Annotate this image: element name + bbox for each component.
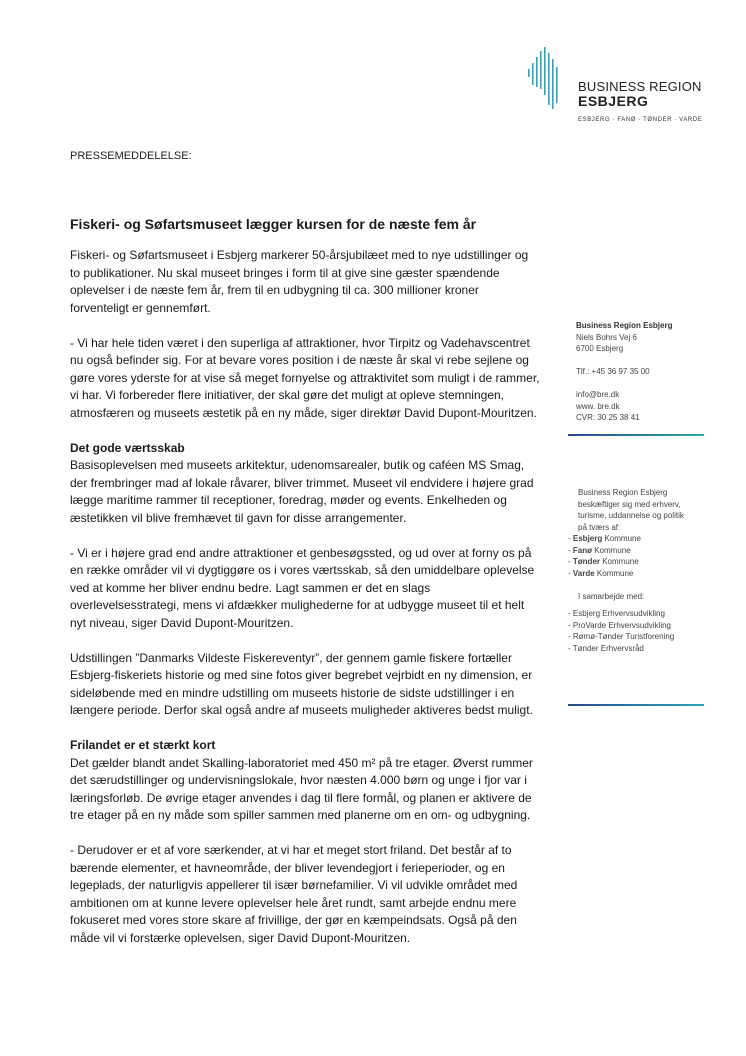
about-line-2: beskæftiger sig med erhverv, xyxy=(578,499,681,509)
org-name: Business Region Esbjerg xyxy=(576,321,673,330)
partner-item: - Rømø-Tønder Turistforening xyxy=(568,632,675,641)
logo-sub: ESBJERG · FANØ · TØNDER · VARDE xyxy=(578,117,703,123)
about-line-1: Business Region Esbjerg xyxy=(578,488,668,497)
logo-line1: BUSINESS REGION xyxy=(578,79,702,94)
sidebar-about xyxy=(568,487,704,654)
divider-1 xyxy=(568,434,704,436)
kommune-item: - Esbjerg Kommune xyxy=(568,534,641,543)
partner-item: - Esbjerg Erhvervsudvikling xyxy=(568,609,665,618)
paragraph-5: Udstillingen ”Danmarks Vildeste Fiskereventyr”, der gennem gamle fiskere fortæller Esbjerg-fiskeriets historie og med sine fotos giver begrebet vejrbidt en ny dimension, er sideløbende med en mindre udstilling om museets historie de sidste udstillinger i en længere periode. Derfor skal også andre af museets muligheder aktiveres bedst muligt. xyxy=(70,650,533,717)
phone: Tlf.: +45 36 97 35 00 xyxy=(576,367,650,376)
logo xyxy=(528,47,718,129)
web-block xyxy=(576,389,708,424)
divider-2 xyxy=(568,704,704,706)
email-link[interactable]: info@bre.dk xyxy=(576,390,620,399)
heading-1: Det gode værtsskab xyxy=(70,440,185,455)
about-line-3: turisme, uddannelse og politik xyxy=(578,511,684,520)
partner-item: - Tønder Erhvervsråd xyxy=(568,643,644,653)
heading-2: Frilandet er et stærkt kort xyxy=(70,738,216,752)
kommune-item: - Tønder Kommune xyxy=(568,557,639,566)
partner-item: - ProVarde Erhvervsudvikling xyxy=(568,620,672,630)
doc-label: PRESSEMEDDELELSE: xyxy=(70,150,192,162)
paragraph-7: - Derudover er et af vore særkender, at vi har et meget stort friland. Det består af to bærende elementer, et havneområde, der bliver levendegjort i ferieperioder, og en legeplads, der naturligvis appellerer til især børnefamilier. Vi vil udvikle området med ambitionen om at kunne levere oplevelser hele året rundt, samt arbejde endnu mere fokuseret med vores store skare af frivillige, der gør en kæmpeindsats. Også på den måde vil vi forstærke oplevelsen, siger David Dupont-Mouritzen. xyxy=(70,843,518,945)
paragraph-4: - Vi er i højere grad end andre attraktioner et genbesøgssted, og ud over at forny os på en række områder vil vi dygtiggøre os i vores værtsskab, så den umiddelbare oplevelse ved at komme her bliver endnu bedre. Lagt sammen er det en slags overlevelsesstrategi, mens vi afdækker mulighederne for at udbygge museet til et helt nyt niveau, siger David Dupont-Mouritzen. xyxy=(70,545,535,630)
partners-title: I samarbejde med: xyxy=(578,591,645,601)
about-line-4: på tværs af: xyxy=(578,522,621,532)
paragraph-1: Fiskeri- og Søfartsmuseet i Esbjerg markerer 50-årsjubilæet med to nye udstillinger og to publikationer. Nu skal museet bringes i form til at give sine gæster spændende oplevelser i de næste fem år, frem til en udbygning til ca. 300 millioner kroner forventeligt er gennemført. xyxy=(70,248,529,315)
doc-title: Fiskeri- og Søfartsmuseet lægger kursen for de næste fem år xyxy=(70,216,477,232)
kommune-item: - Fanø Kommune xyxy=(568,545,631,555)
sidebar-contact xyxy=(576,320,708,435)
main-text xyxy=(70,247,540,965)
paragraph-6: Det gælder blandt andet Skalling-laboratoriet med 450 m² på tre etager. Øverst rummer det særudstillinger og undervisningslokale, hvor næsten 4.000 børn og unge i fjor var i læringsforløb. De øvrige etager anvendes i dag til flere formål, og planen er aktivere de tre etager på en ny måde som spiller sammen med planerne om en om- og udbygning. xyxy=(70,755,533,822)
address-block xyxy=(576,320,708,355)
paragraph-3: Basisoplevelsen med museets arkitektur, udenomsarealer, butik og caféen MS Smag, der frembringer mad af lokale råvarer, bliver trimmet. Museet vil endvidere i højere grad lægge maritime rammer til receptioner, foredrag, møder og events. Enkelheden og æstetikken vil blive fremhævet til gavn for disse arrangementer. xyxy=(70,458,534,525)
kommune-item: - Varde Kommune xyxy=(568,568,634,578)
city: 6700 Esbjerg xyxy=(576,344,624,353)
web-link[interactable]: www. bre.dk xyxy=(576,401,620,411)
logo-bars-icon xyxy=(528,47,574,109)
cvr: CVR: 30 25 38 41 xyxy=(576,413,640,422)
street: Niels Bohrs Vej 6 xyxy=(576,332,637,342)
logo-line2: ESBJERG xyxy=(578,93,649,109)
paragraph-2: - Vi har hele tiden været i den superliga af attraktioner, hvor Tirpitz og Vadehavscentret nu også befinder sig. For at bevare vores position i de næste år skal vi rebe sejlene og gøre vores yderste for at vise så meget fornyelse og attraktivitet som muligt i de rammer, vi har. Vi forbereder flere initiativer, der skal gøre det muligt at opleve stemningen, atmosfæren og museets æstetik på en ny måde, siger direktør David Dupont-Mouritzen. xyxy=(70,335,540,420)
phone-block xyxy=(576,366,708,378)
